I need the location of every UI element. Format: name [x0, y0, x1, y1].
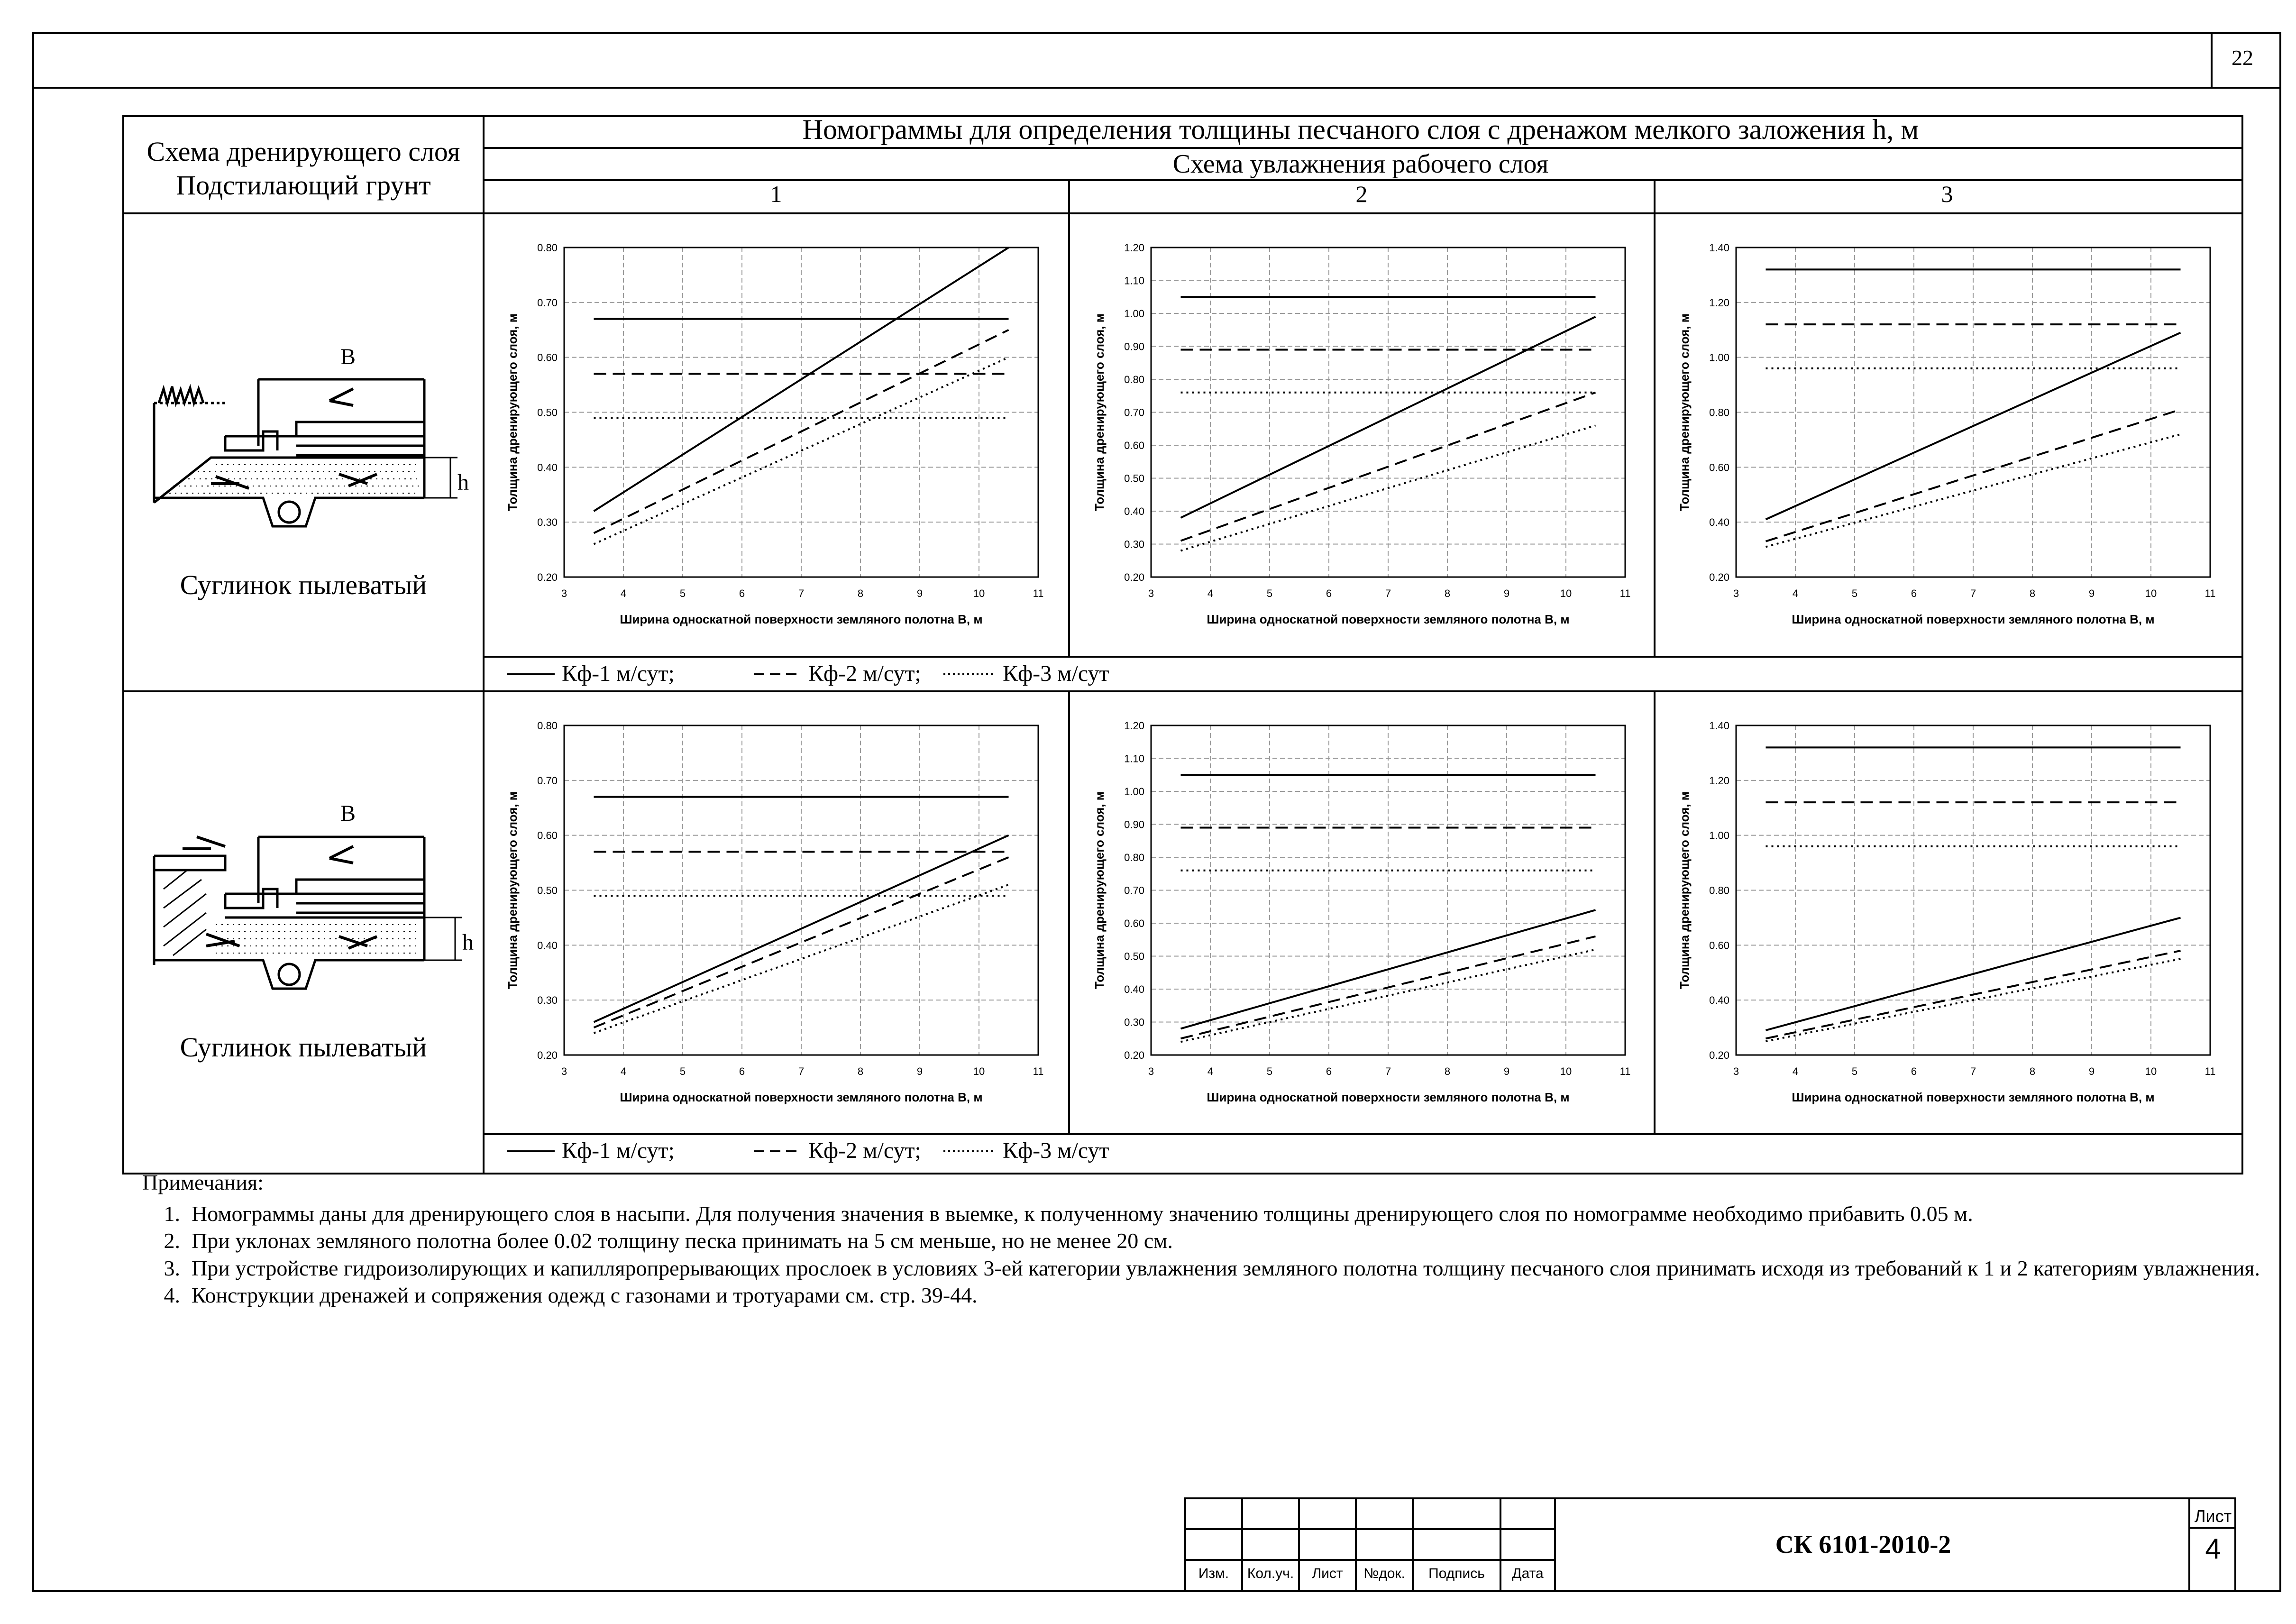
x-tick-label: 6: [1326, 587, 1332, 599]
y-tick-label: 1.00: [1709, 829, 1729, 842]
nomogram-charts: [505, 242, 2215, 1104]
y-tick-label: 0.20: [537, 571, 558, 583]
x-tick-label: 11: [1619, 1065, 1631, 1077]
x-tick-label: 10: [1560, 587, 1572, 599]
x-tick-label: 4: [620, 1065, 627, 1077]
y-tick-label: 0.60: [1124, 440, 1144, 451]
schematic-b-label-1: B: [340, 344, 356, 369]
schematic-h-label-2: h: [462, 930, 474, 955]
title-block-kol-uch: Кол.уч.: [1247, 1566, 1294, 1581]
chart-grid: [564, 248, 1038, 577]
nomogram-1-1: [505, 242, 1043, 626]
scheme-header-line-1: Схема дренирующего слоя: [146, 136, 460, 167]
y-tick-label: 0.70: [537, 774, 558, 787]
y-tick-label: 0.40: [1124, 505, 1144, 517]
y-tick-label: 0.20: [1709, 1049, 1729, 1061]
note-text: Конструкции дренажей и сопряжения одежд с газонами и тротуарами см. стр. 39-44.: [192, 1283, 978, 1307]
y-tick-label: 0.80: [1709, 884, 1729, 897]
title-block-ndok: №док.: [1363, 1566, 1405, 1581]
x-tick-label: 6: [1326, 1065, 1332, 1077]
y-tick-label: 0.40: [537, 939, 558, 952]
x-axis-label: Ширина односкатной поверхности земляного полотна B, м: [1792, 612, 2155, 626]
note-number: 1.: [164, 1201, 180, 1226]
scheme-header: [128, 135, 479, 202]
y-tick-label: 0.30: [1124, 1016, 1144, 1028]
y-tick-label: 0.90: [1124, 818, 1144, 831]
x-tick-label: 11: [1033, 587, 1044, 599]
y-axis-label: Толщина дренирующего слоя, м: [1677, 313, 1692, 512]
y-tick-label: 0.30: [537, 994, 558, 1007]
x-tick-label: 9: [2088, 587, 2095, 599]
nomogram-1-2: [1092, 242, 1630, 626]
x-tick-label: 7: [1970, 587, 1976, 599]
page-number: 22: [2232, 46, 2253, 70]
y-tick-label: 0.20: [537, 1049, 558, 1061]
y-tick-label: 0.70: [537, 296, 558, 309]
x-tick-label: 9: [2088, 1065, 2095, 1077]
x-tick-label: 3: [561, 587, 567, 599]
x-tick-label: 10: [973, 587, 985, 599]
x-tick-label: 8: [1444, 1065, 1451, 1077]
note-text: Номограммы даны для дренирующего слоя в насыпи. Для получения значения в выемке, к полученному значению толщины дренирующего слоя по номограмме необходимо прибавить 0.05 м.: [192, 1201, 1973, 1226]
x-tick-label: 5: [1851, 587, 1858, 599]
y-axis-label: Толщина дренирующего слоя, м: [1092, 791, 1107, 990]
y-tick-label: 1.40: [1709, 242, 1729, 254]
y-tick-label: 1.00: [1124, 308, 1144, 320]
y-tick-label: 0.40: [537, 461, 558, 474]
x-tick-label: 9: [1503, 1065, 1510, 1077]
y-tick-label: 0.90: [1124, 340, 1144, 353]
y-tick-label: 0.60: [1124, 918, 1144, 929]
x-axis-label: Ширина односкатной поверхности земляного полотна B, м: [620, 1090, 983, 1104]
y-tick-label: 1.40: [1709, 720, 1729, 732]
x-tick-label: 10: [2145, 1065, 2157, 1077]
x-tick-label: 5: [1851, 1065, 1858, 1077]
x-tick-label: 8: [1444, 587, 1451, 599]
column-number-3: 3: [1941, 181, 1953, 207]
y-tick-label: 0.40: [1124, 983, 1144, 995]
y-axis-label: Толщина дренирующего слоя, м: [505, 791, 520, 990]
nomogram-2-2: [1092, 720, 1630, 1104]
drainage-schematic-2: [154, 837, 462, 989]
drainage-schematic-1: [154, 379, 457, 526]
x-tick-label: 4: [1792, 1065, 1799, 1077]
y-tick-label: 1.10: [1124, 275, 1144, 287]
nomogram-2-3: [1677, 720, 2215, 1104]
y-tick-label: 0.40: [1709, 994, 1729, 1007]
column-number-1: 1: [770, 181, 782, 207]
x-tick-label: 9: [1503, 587, 1510, 599]
y-tick-label: 0.70: [1124, 884, 1144, 897]
title-block-podpis: Подпись: [1428, 1566, 1485, 1581]
y-tick-label: 0.30: [537, 516, 558, 529]
notes-title: Примечания:: [142, 1170, 264, 1194]
x-tick-label: 10: [973, 1065, 985, 1077]
y-tick-label: 0.60: [537, 829, 558, 842]
x-tick-label: 5: [679, 587, 686, 599]
nomogram-2-1: [505, 720, 1043, 1104]
y-tick-label: 0.80: [537, 720, 558, 732]
x-tick-label: 11: [2205, 587, 2216, 599]
x-tick-label: 7: [1385, 587, 1391, 599]
y-tick-label: 0.40: [1709, 516, 1729, 529]
y-tick-label: 0.30: [1124, 538, 1144, 551]
y-axis-label: Толщина дренирующего слоя, м: [1092, 313, 1107, 512]
legend-k1-row1: Кф-1 м/сут;: [562, 661, 675, 686]
y-tick-label: 0.50: [537, 406, 558, 419]
sheet-number: 4: [2205, 1533, 2221, 1565]
x-tick-label: 4: [1207, 587, 1214, 599]
y-tick-label: 0.50: [1124, 472, 1144, 485]
series-line: [594, 330, 1009, 533]
nomogram-1-3: [1677, 242, 2215, 626]
x-tick-label: 11: [1033, 1065, 1044, 1077]
x-tick-label: 7: [1385, 1065, 1391, 1077]
note-number: 2.: [164, 1229, 180, 1253]
x-tick-label: 5: [1266, 587, 1273, 599]
x-tick-label: 11: [2205, 1065, 2216, 1077]
x-tick-label: 5: [1266, 1065, 1273, 1077]
y-tick-label: 0.20: [1709, 571, 1729, 583]
x-tick-label: 4: [1792, 587, 1799, 599]
y-tick-label: 0.20: [1124, 1049, 1144, 1061]
x-axis-label: Ширина односкатной поверхности земляного полотна B, м: [1207, 612, 1570, 626]
x-tick-label: 8: [857, 1065, 864, 1077]
y-tick-label: 0.70: [1124, 406, 1144, 419]
x-tick-label: 3: [1148, 1065, 1154, 1077]
legend-k3-row2: Кф-3 м/сут: [1003, 1138, 1109, 1163]
x-tick-label: 3: [561, 1065, 567, 1077]
x-tick-label: 6: [739, 587, 745, 599]
column-number-2: 2: [1355, 181, 1368, 207]
note-number: 3.: [164, 1256, 180, 1280]
x-tick-label: 9: [916, 1065, 923, 1077]
legend-samples: [507, 674, 996, 1151]
x-tick-label: 8: [2029, 587, 2036, 599]
x-tick-label: 6: [1911, 1065, 1917, 1077]
note-item: [142, 1227, 2276, 1255]
y-tick-label: 0.80: [1124, 374, 1144, 385]
y-tick-label: 0.20: [1124, 571, 1144, 583]
y-tick-label: 0.60: [537, 351, 558, 364]
title-block-data: Дата: [1512, 1566, 1544, 1581]
y-tick-label: 0.60: [1709, 461, 1729, 474]
legend-k2-row2: Кф-2 м/сут;: [808, 1138, 921, 1163]
x-tick-label: 7: [798, 1065, 805, 1077]
soil-label-1: Суглинок пылеватый: [180, 569, 427, 600]
y-tick-label: 0.80: [1709, 406, 1729, 419]
x-axis-label: Ширина односкатной поверхности земляного полотна B, м: [1207, 1090, 1570, 1104]
chart-grid: [564, 725, 1038, 1055]
chart-grid: [1736, 725, 2210, 1055]
nomogram-title: Номограммы для определения толщины песчаного слоя с дренажом мелкого заложения h, м: [802, 114, 1919, 145]
y-axis-label: Толщина дренирующего слоя, м: [505, 313, 520, 512]
y-tick-label: 1.20: [1709, 296, 1729, 309]
note-text: При устройстве гидроизолирующих и капилляропрерывающих прослоек в условиях 3-ей категории увлажнения земляного полотна толщину песчаного слоя принимать исходя из требований к 1 и 2 категориям увлажнения.: [192, 1256, 2260, 1280]
x-tick-label: 7: [798, 587, 805, 599]
schematic-b-label-2: B: [340, 801, 356, 826]
x-tick-label: 8: [857, 587, 864, 599]
note-item: [142, 1282, 2276, 1309]
x-tick-label: 10: [2145, 587, 2157, 599]
x-tick-label: 10: [1560, 1065, 1572, 1077]
x-axis-label: Ширина односкатной поверхности земляного полотна B, м: [620, 612, 983, 626]
x-tick-label: 3: [1148, 587, 1154, 599]
x-tick-label: 5: [679, 1065, 686, 1077]
note-number: 4.: [164, 1283, 180, 1307]
x-tick-label: 4: [1207, 1065, 1214, 1077]
x-tick-label: 3: [1733, 1065, 1739, 1077]
y-tick-label: 0.60: [1709, 939, 1729, 952]
y-tick-label: 0.80: [1124, 852, 1144, 863]
x-tick-label: 3: [1733, 587, 1739, 599]
title-block-izm: Изм.: [1198, 1566, 1229, 1581]
y-axis-label: Толщина дренирующего слоя, м: [1677, 791, 1692, 990]
y-tick-label: 0.80: [537, 242, 558, 254]
x-tick-label: 8: [2029, 1065, 2036, 1077]
title-block-list: Лист: [1312, 1566, 1343, 1581]
y-tick-label: 0.50: [537, 884, 558, 897]
y-tick-label: 1.20: [1709, 774, 1729, 787]
note-item: [142, 1200, 2276, 1228]
document-code: СК 6101-2010-2: [1775, 1530, 1951, 1559]
y-tick-label: 1.20: [1124, 720, 1144, 732]
x-tick-label: 4: [620, 587, 627, 599]
note-item: [142, 1255, 2276, 1282]
x-tick-label: 9: [916, 587, 923, 599]
soil-label-2: Суглинок пылеватый: [180, 1032, 427, 1063]
y-tick-label: 1.10: [1124, 752, 1144, 765]
x-axis-label: Ширина односкатной поверхности земляного полотна B, м: [1792, 1090, 2155, 1104]
sheet-label: Лист: [2194, 1506, 2232, 1526]
moisture-scheme-title: Схема увлажнения рабочего слоя: [1172, 149, 1549, 179]
legend-k3-row1: Кф-3 м/сут: [1003, 661, 1109, 686]
legend-k1-row2: Кф-1 м/сут;: [562, 1138, 675, 1163]
x-tick-label: 6: [739, 1065, 745, 1077]
x-tick-label: 7: [1970, 1065, 1976, 1077]
schematic-h-label-1: h: [457, 470, 469, 495]
y-tick-label: 1.20: [1124, 242, 1144, 254]
scheme-header-line-2: Подстилающий грунт: [176, 169, 431, 201]
note-text: При уклонах земляного полотна более 0.02 толщину песка принимать на 5 см меньше, но не менее 20 см.: [192, 1229, 1173, 1253]
y-tick-label: 1.00: [1124, 786, 1144, 798]
legend-k2-row1: Кф-2 м/сут;: [808, 661, 921, 686]
notes: [142, 1169, 2276, 1309]
y-tick-label: 0.50: [1124, 950, 1144, 963]
y-tick-label: 1.00: [1709, 351, 1729, 364]
x-tick-label: 11: [1619, 587, 1631, 599]
x-tick-label: 6: [1911, 587, 1917, 599]
